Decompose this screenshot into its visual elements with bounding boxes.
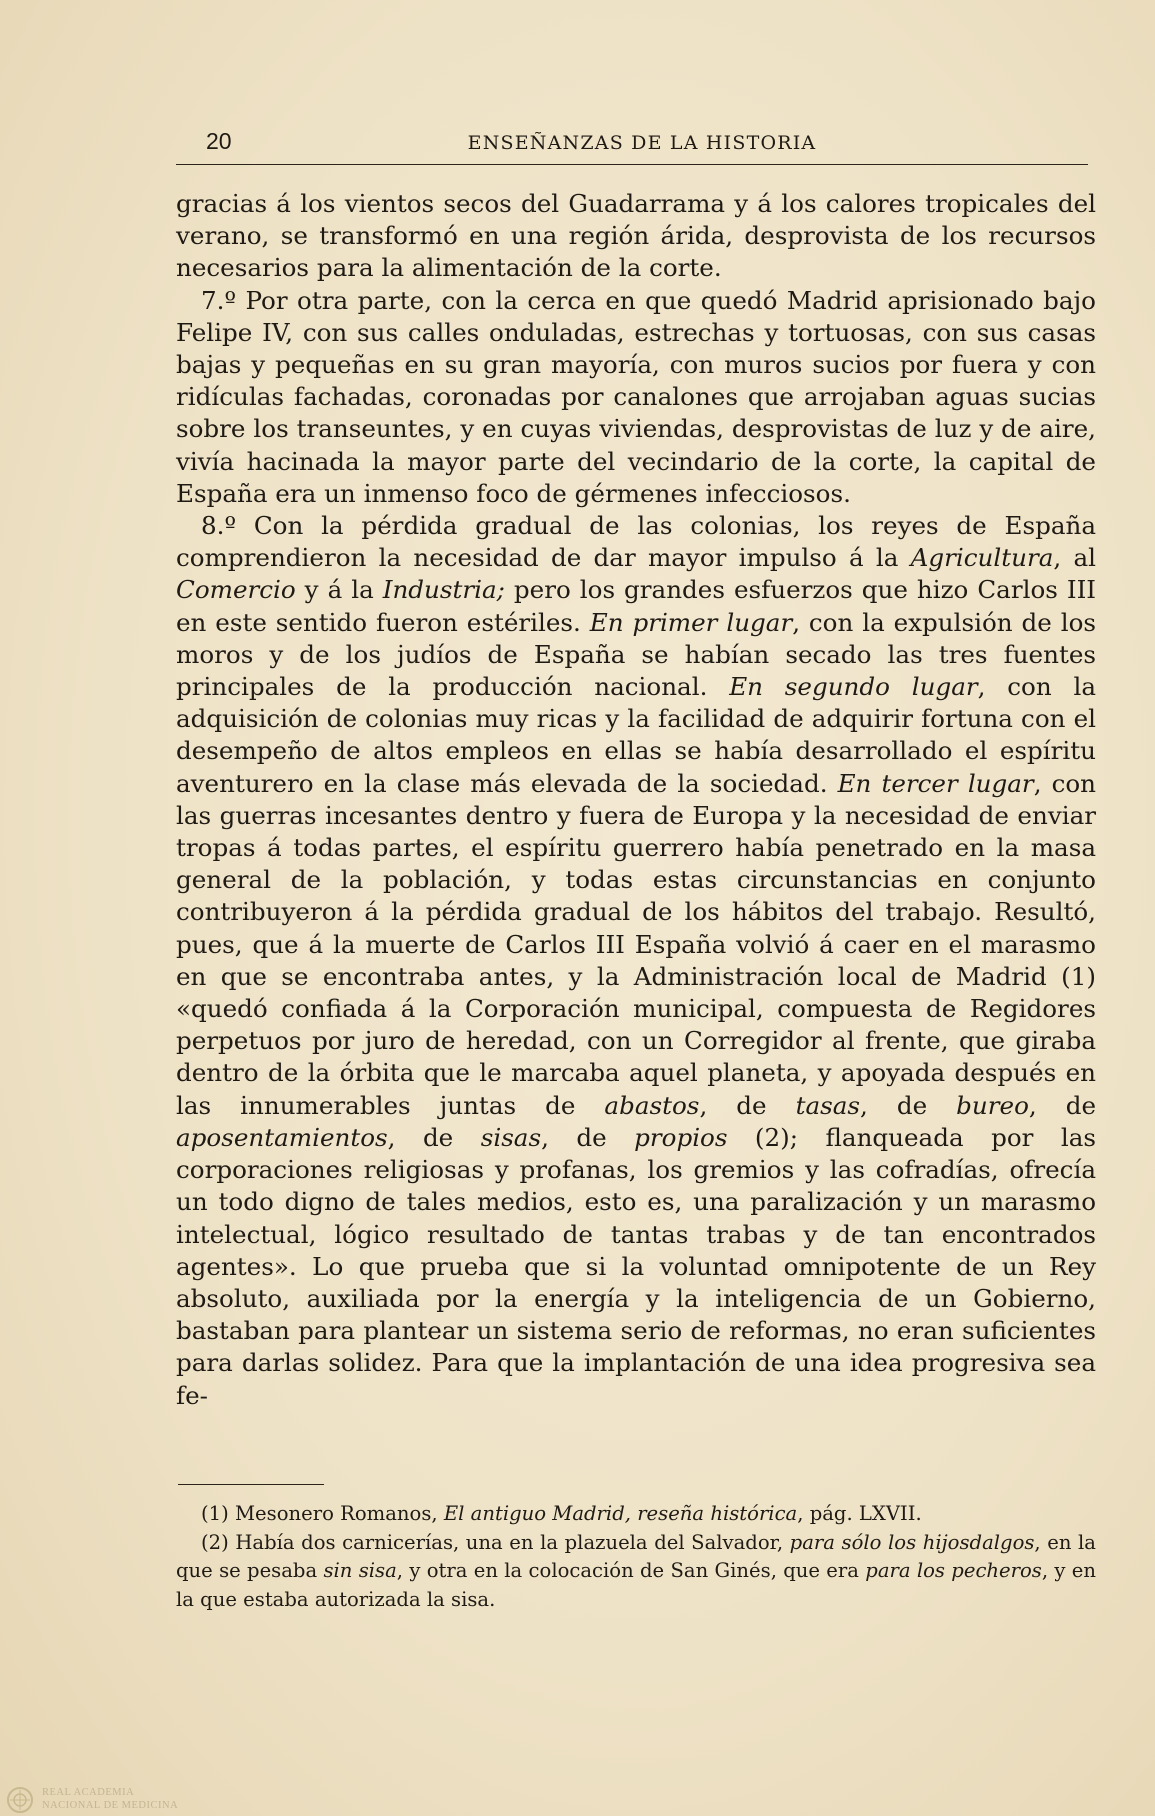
p3-italic: Comercio	[176, 575, 296, 605]
p3-text: , con la adquisición de colonias muy ricas y la facilidad de adquirir fortuna con el desempeño de altos empleos en ellas se había desarrollado el espíritu aventurero en la clase más elevada de la sociedad.	[176, 672, 1096, 798]
p3-text: y á la	[295, 575, 383, 605]
p3-text: , de	[387, 1122, 481, 1152]
body-text	[176, 188, 1096, 1412]
footnote-1	[176, 1500, 1096, 1529]
p3-text: , con la expulsión de los moros y de los judíos de España se habían secado las tres fuentes principales de la producción nacional.	[176, 607, 1097, 702]
fn1-text: , pág. LXVII.	[797, 1502, 922, 1525]
fn1-italic: El antiguo Madrid, reseña histórica	[443, 1502, 798, 1525]
paragraph-2: 7.º Por otra parte, con la cerca en que quedó Madrid aprisionado bajo Felipe IV, con sus calles onduladas, estrechas y tortuosas, con sus casas bajas y pequeñas en su gran mayoría, con muros sucios por fuera y con ridículas fachadas, coronadas por canalones que arrojaban aguas sucias sobre los transeuntes, y en cuyas viviendas, desprovistas de luz y de aire, vivía hacinada la mayor parte del vecindario de la corte, la capital de España era un inmenso foco de gérmenes infecciosos.	[176, 285, 1096, 508]
p3-text: (2); flanqueada por las corporaciones religiosas y profanas, los gremios y las cofradías, ofrecía un todo digno de tales medios, esto es, una paralización y un marasmo intelectual, lógico resultado de tantas trabas y de tan encontrados agentes». Lo que prueba que si la voluntad omnipotente de un Rey absoluto, auxiliada por la energía y la inteligencia de un Gobierno, bastaban para plantear un sistema serio de reformas, no eran suficientes para darlas solidez. Para que la implantación de una idea progresiva sea fe-	[176, 1122, 1096, 1410]
fn2-text: , y otra en la colocación de San Ginés, que era	[396, 1559, 866, 1582]
paragraph-1: gracias á los vientos secos del Guadarrama y á los calores tropicales del verano, se transformó en una región árida, desprovista de los recursos necesarios para la alimentación de la corte.	[176, 189, 1096, 283]
p3-italic: En tercer lugar	[837, 768, 1034, 798]
fn2-italic: para los pecheros	[865, 1559, 1042, 1582]
fn2-italic: para sólo los hijosdalgos	[789, 1530, 1035, 1554]
running-title: ENSEÑANZAS DE LA HISTORIA	[467, 132, 817, 154]
fn1-text: (1) Mesonero Romanos,	[201, 1502, 444, 1525]
p3-italic: tasas	[795, 1090, 861, 1120]
p3-text: , de	[860, 1090, 957, 1120]
p3-italic: propios	[634, 1122, 728, 1152]
p3-italic: En segundo lugar	[729, 672, 978, 702]
p3-italic: abastos	[604, 1090, 700, 1120]
p3-italic: En primer lugar	[589, 607, 793, 637]
p3-text: , de	[541, 1122, 635, 1152]
academy-emblem-icon	[6, 1786, 34, 1814]
p3-text: , con las guerras incesantes dentro y fuera de Europa y la necesidad de enviar tropas á todas partes, el espíritu guerrero había penetrado en la masa general de la población, y todas estas circunstancias en conjunto contribuyeron á la pérdida gradual de los hábitos del trabajo. Resultó, pues, que á la muerte de Carlos III España volvió á caer en el marasmo en que se encontraba antes, y la Administración local de Madrid (1) «quedó confiada á la Corporación municipal, compuesta de Regidores perpetuos por juro de heredad, con un Corregidor al frente, que giraba dentro de la órbita que le marcaba aquel planeta, y apoyada después en las innumerables juntas de	[176, 768, 1097, 1120]
paragraph-3	[176, 510, 1096, 1412]
fn2-italic: sin sisa	[323, 1559, 397, 1582]
p3-italic: aposentamientos	[176, 1122, 388, 1152]
p3-italic: sisas	[480, 1122, 542, 1152]
p3-text: , al	[1053, 543, 1097, 573]
p3-text: , de	[1028, 1090, 1096, 1120]
watermark-line-2: NACIONAL DE MEDICINA	[42, 1800, 179, 1811]
footnote-2	[176, 1529, 1096, 1615]
fn2-text: , y en la que estaba autorizada la sisa.	[176, 1559, 1097, 1611]
p3-italic: Agricultura	[910, 543, 1054, 573]
fn2-text: (2) Había dos carnicerías, una en la plazuela del Salvador,	[201, 1530, 790, 1554]
footnote-rule	[178, 1484, 324, 1485]
p3-text: pero los grandes esfuerzos que hizo Carlos III en este sentido fueron estériles.	[176, 575, 1096, 637]
fn2-text: , en la que se pesaba	[176, 1530, 1096, 1582]
p3-text: , de	[699, 1090, 796, 1120]
watermark-line-1: REAL ACADEMIA	[42, 1787, 135, 1798]
footnotes	[176, 1500, 1096, 1614]
p3-text: 8.º Con la pérdida gradual de las colonias, los reyes de España comprendieron la necesidad de dar mayor impulso á la	[176, 511, 1096, 573]
library-watermark	[6, 1784, 206, 1814]
page-number: 20	[206, 128, 232, 154]
page-header	[176, 128, 1088, 165]
p3-italic: Industria;	[382, 575, 505, 605]
p3-italic: bureo	[956, 1090, 1029, 1120]
